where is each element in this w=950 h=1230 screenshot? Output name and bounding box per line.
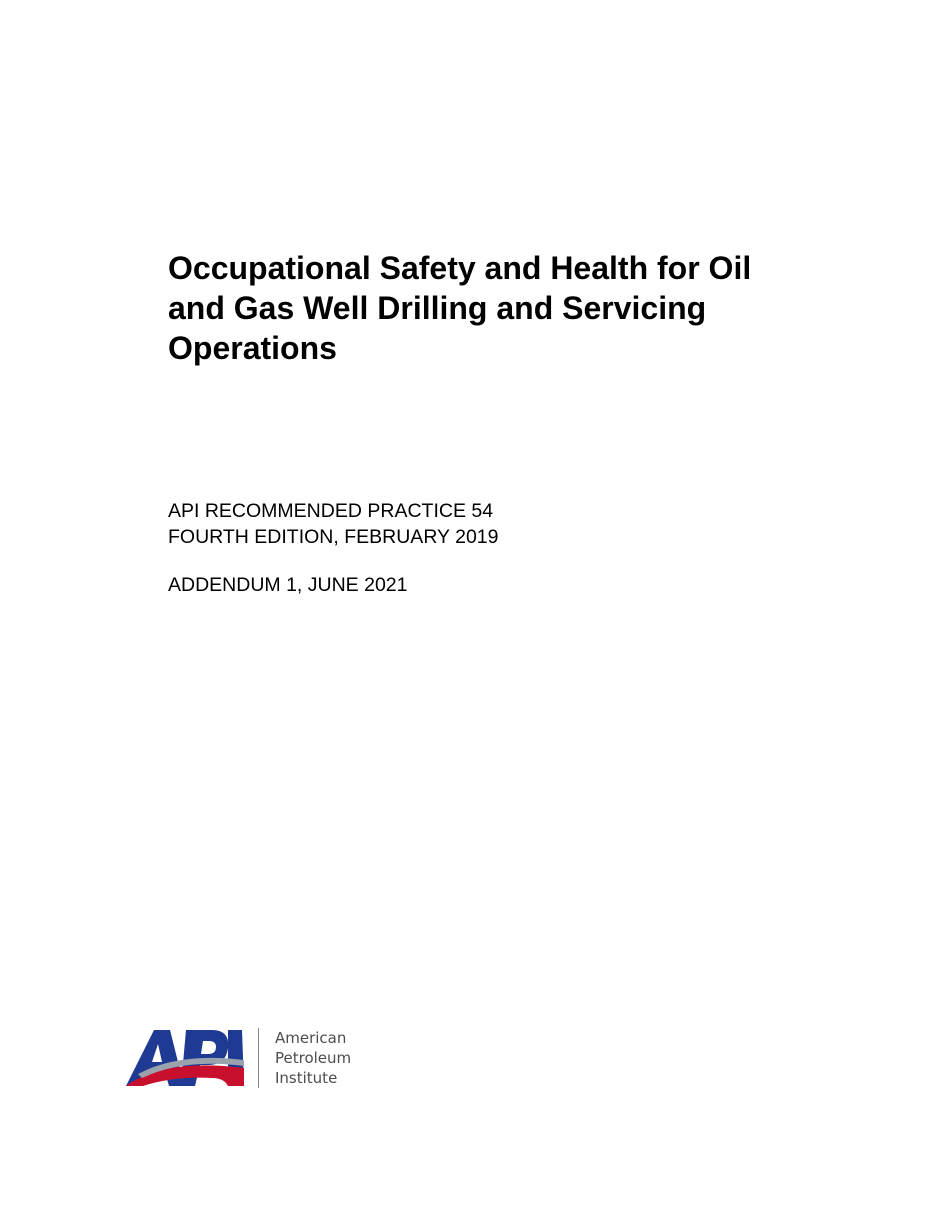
document-designation-block bbox=[168, 498, 499, 550]
org-name-line-3: Institute bbox=[275, 1069, 338, 1087]
org-name-line-2: Petroleum bbox=[275, 1049, 352, 1067]
document-title bbox=[168, 248, 868, 368]
document-designation: API RECOMMENDED PRACTICE 54 bbox=[168, 500, 494, 522]
document-addendum: ADDENDUM 1, JUNE 2021 bbox=[168, 574, 408, 596]
api-logo-mark bbox=[124, 1022, 249, 1094]
document-edition: FOURTH EDITION, FEBRUARY 2019 bbox=[168, 526, 499, 548]
org-name-line-1: American bbox=[275, 1029, 347, 1047]
title-line-2: and Gas Well Drilling and Servicing bbox=[168, 290, 707, 326]
logo-divider bbox=[258, 1028, 259, 1088]
api-organization-name bbox=[275, 1028, 351, 1088]
title-line-1: Occupational Safety and Health for Oil bbox=[168, 250, 752, 286]
api-logo bbox=[124, 1022, 374, 1094]
title-line-3: Operations bbox=[168, 330, 337, 366]
